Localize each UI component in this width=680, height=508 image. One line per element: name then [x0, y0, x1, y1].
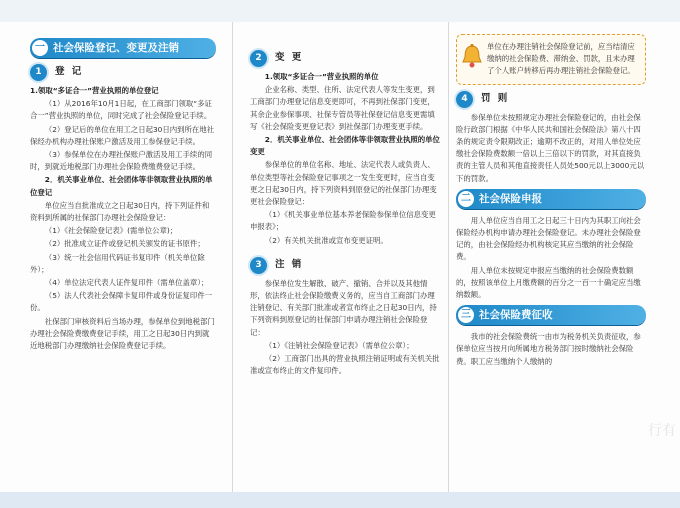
heading: 2．机关事业单位、社会团体等非领取营业执照的单位登记 — [30, 175, 213, 197]
section-number: 三 — [458, 307, 474, 323]
subsection-number: 2 — [250, 50, 267, 67]
paragraph: 参保单位发生解散、破产、撤销、合并以及其他情形，依法终止社会保险缴费义务的，应当自工商部门办理注销登记、有关部门批准或者宣布终止之日起30日内，持下列资料到原登记的社保部门申请办理注销社会保险登记： — [250, 278, 437, 337]
paragraph: （1）从2016年10月1日起，在工商部门领取“多证合一”营业执照的单位，同时完成了社会保险登记手续。 — [30, 99, 212, 121]
paragraph: 企业名称、类型、住所、法定代表人等发生变更，到工商部门办理登记信息变更即可，不再到社保部门变更，其余企业参保事项、社保专管员等社保登记信息变更需填写《社会保险变更登记表》到社保部门办理变更手续。 — [250, 85, 435, 131]
notice-text: 单位在办理注销社会保险登记前，应当结清应缴纳的社会保险费、滞纳金、罚款，且未办理了个人账户转移后再办理注销社会保险登记。 — [487, 42, 635, 76]
paragraph: 社保部门审核资料后当场办理，参保单位到地税部门办理社会保险费缴费登记手续，用工之日起30日内到就近地税部门办理缴纳社会保险费登记手续。 — [30, 316, 215, 351]
paragraph: 用人单位应当自用工之日起三十日内为其职工向社会保险经办机构申请办理社会保险登记。未办理社会保险登记的，由社会保险经办机构核定其应当缴纳的社会保险费。 — [456, 215, 641, 262]
section-title-text: 社会保险申报 — [479, 192, 542, 205]
notice-box — [456, 34, 646, 85]
subsection-number: 3 — [250, 257, 267, 274]
bottom-band — [0, 492, 680, 508]
paragraph: 参保单位未按照规定办理社会保险登记的，由社会保险行政部门根据《中华人民共和国社会保险法》第八十四条的规定责令限期改正；逾期不改正的，对用人单位处应缴社会保险费数额一倍以上三倍以下的罚款，对其直接负责的主管人员和其他直接责任人员处500元以上3000元以下的罚款。 — [456, 112, 645, 183]
heading: 2．机关事业单位、社会团体等非领取营业执照的单位变更 — [250, 135, 440, 157]
column-1 — [30, 34, 216, 353]
subsection-registration — [30, 64, 216, 81]
bell-icon — [461, 43, 483, 69]
subsection-title: 登 记 — [55, 66, 84, 78]
list-item: （1）《社会保险登记表》(需单位公章)； — [44, 226, 178, 236]
list-item: （2）工商部门出具的营业执照注销证明或有关机关批准或宣布终止的文件复印件。 — [250, 354, 440, 376]
column-2 — [250, 34, 440, 378]
paragraph: 单位应当自批准成立之日起30日内，持下列证件和资料到所属的社保部门办理社会保险登记： — [30, 200, 210, 223]
list-item: （3）统一社会信用代码证书复印件（机关单位除外）； — [30, 252, 205, 274]
list-item: （2）批准成立证件或登记机关颁发的证书原件； — [44, 239, 205, 249]
section-title-text: 社会保险费征收 — [479, 309, 553, 322]
list-item: （2）有关机关批准或宣布变更证明。 — [264, 235, 388, 245]
subsection-title: 变 更 — [275, 52, 304, 64]
list-item: （1）《机关事业单位基本养老保险参保单位信息变更申报表》； — [250, 210, 436, 232]
paragraph: 用人单位未按规定申报应当缴纳的社会保险费数额的，按照该单位上月缴费额的百分之一百一十确定应当缴纳数额。 — [456, 265, 641, 300]
subsection-number: 1 — [30, 64, 47, 81]
heading: 1.领取“多证合一”营业执照的单位 — [264, 72, 379, 81]
fold-line-left — [232, 22, 233, 492]
list-item: （1）《注销社会保险登记表》（需单位公章）； — [264, 340, 414, 350]
column-3 — [456, 34, 646, 369]
subsection-title: 罚 则 — [481, 93, 510, 104]
watermark: 行有 — [648, 423, 676, 439]
subsection-title: 注 销 — [275, 259, 304, 271]
section-number: 一 — [32, 40, 48, 56]
list-item: （4）单位法定代表人证件复印件（需单位盖章）； — [44, 278, 209, 288]
subsection-penalty — [456, 91, 646, 108]
subsection-cancellation — [250, 257, 440, 274]
section-title-registration — [30, 38, 216, 58]
section-title-declaration — [456, 189, 646, 209]
fold-line-right — [448, 22, 449, 492]
list-item: （5）法人代表社会保障卡复印件或身份证复印件一份。 — [30, 291, 213, 313]
section-number: 二 — [458, 191, 474, 207]
paragraph: （2）登记后的单位在用工之日起30日内到所在地社保经办机构办理社保账户激活及用工参保登记手续。 — [30, 124, 215, 146]
paragraph: 我市的社会保险费统一由市为税务机关负责征收，参保单位应当按月向所属地方税务部门按时缴纳社会保险费。职工应当缴纳个人缴纳的 — [456, 332, 641, 366]
subsection-number: 4 — [456, 91, 473, 108]
section-title-collection — [456, 305, 646, 325]
heading: 1.领取“多证合一”营业执照的单位登记 — [30, 86, 159, 95]
paragraph: （3）参保单位在办理社保账户激活及用工手续的同时，到就近地税部门办理社会保险费缴费登记手续。 — [30, 150, 213, 172]
paragraph: 参保单位的单位名称、地址、法定代表人或负责人、单位类型等社会保险登记事项之一发生变更时，应当自变更之日起30日内，持下列资料到原登记的社保部门办理变更社会保险登记： — [250, 160, 437, 207]
section-title-text: 社会保险登记、变更及注销 — [53, 41, 179, 54]
subsection-change — [250, 50, 440, 67]
top-band — [0, 0, 680, 22]
